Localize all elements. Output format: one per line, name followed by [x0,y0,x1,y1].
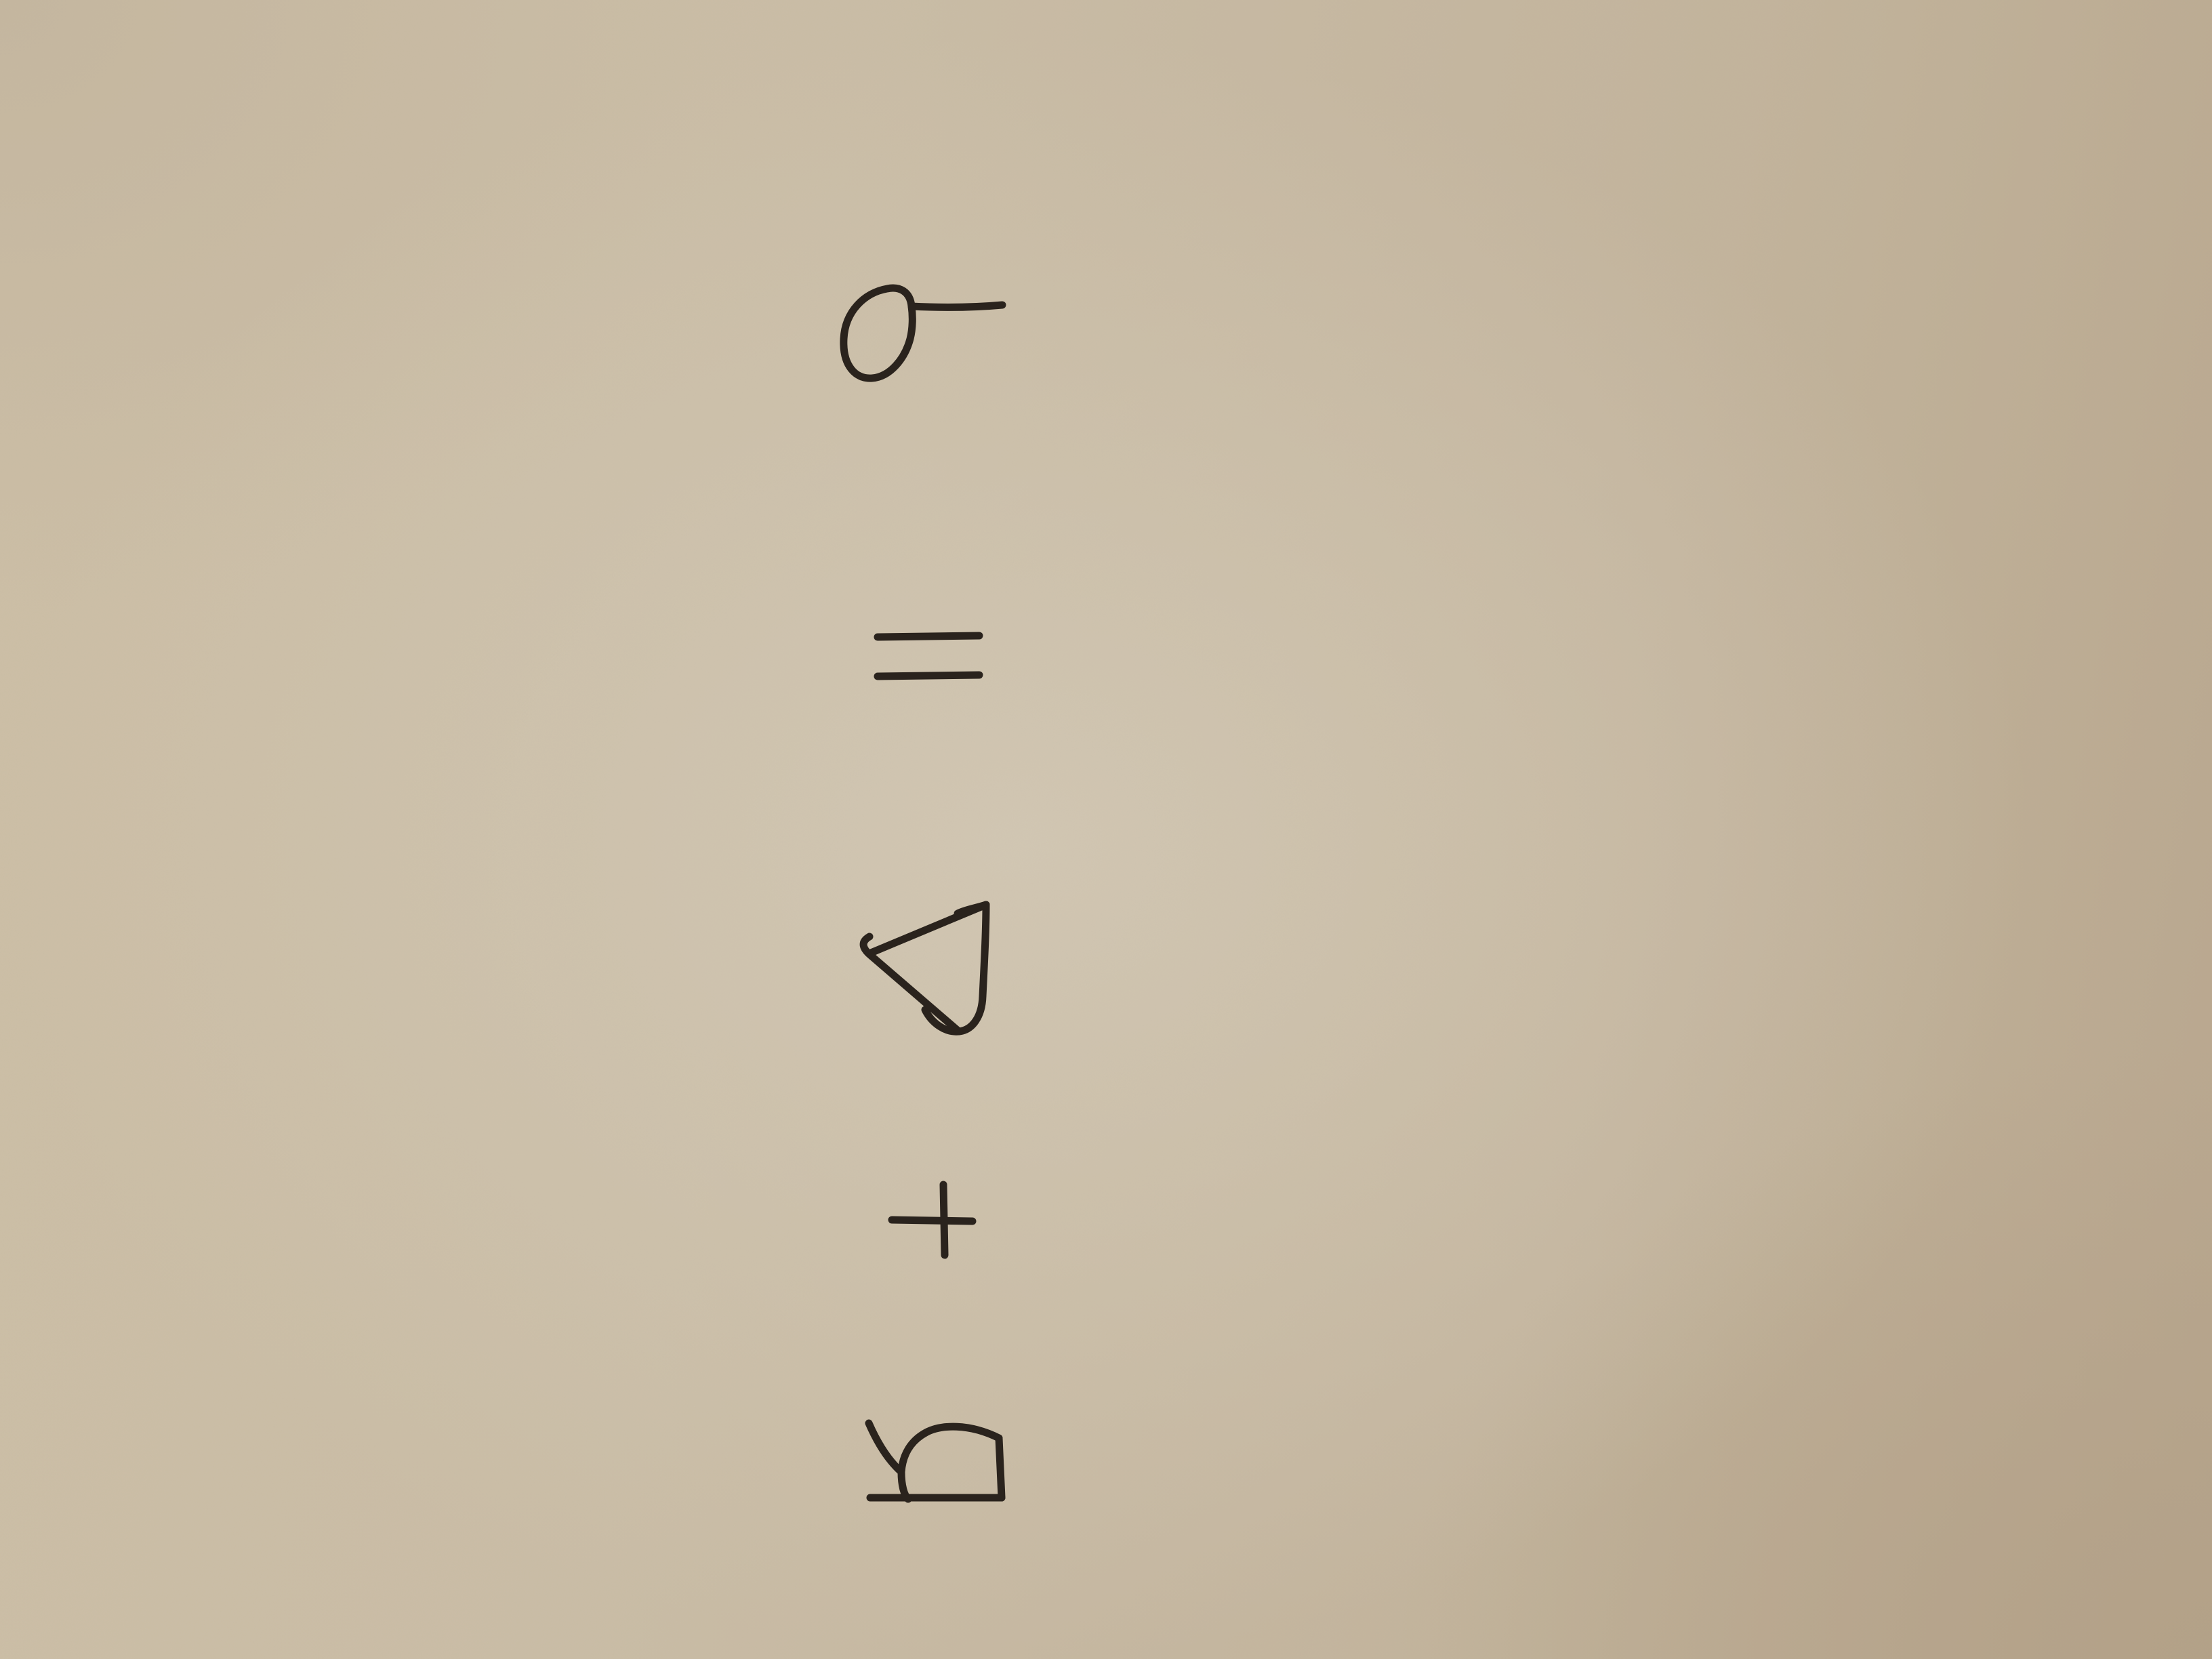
digit-five-strokes [861,1396,1006,1504]
handwritten-digit-two [857,901,993,1037]
handwritten-equals-sign [874,617,983,698]
equals-sign-strokes [874,617,983,698]
handwritten-digit-nine [837,285,1006,400]
plus-sign-strokes [888,1179,976,1261]
digit-nine-strokes [837,285,1006,400]
digit-two-strokes [857,901,993,1037]
handwritten-digit-five [861,1396,1006,1504]
handwritten-plus-sign [888,1179,976,1261]
